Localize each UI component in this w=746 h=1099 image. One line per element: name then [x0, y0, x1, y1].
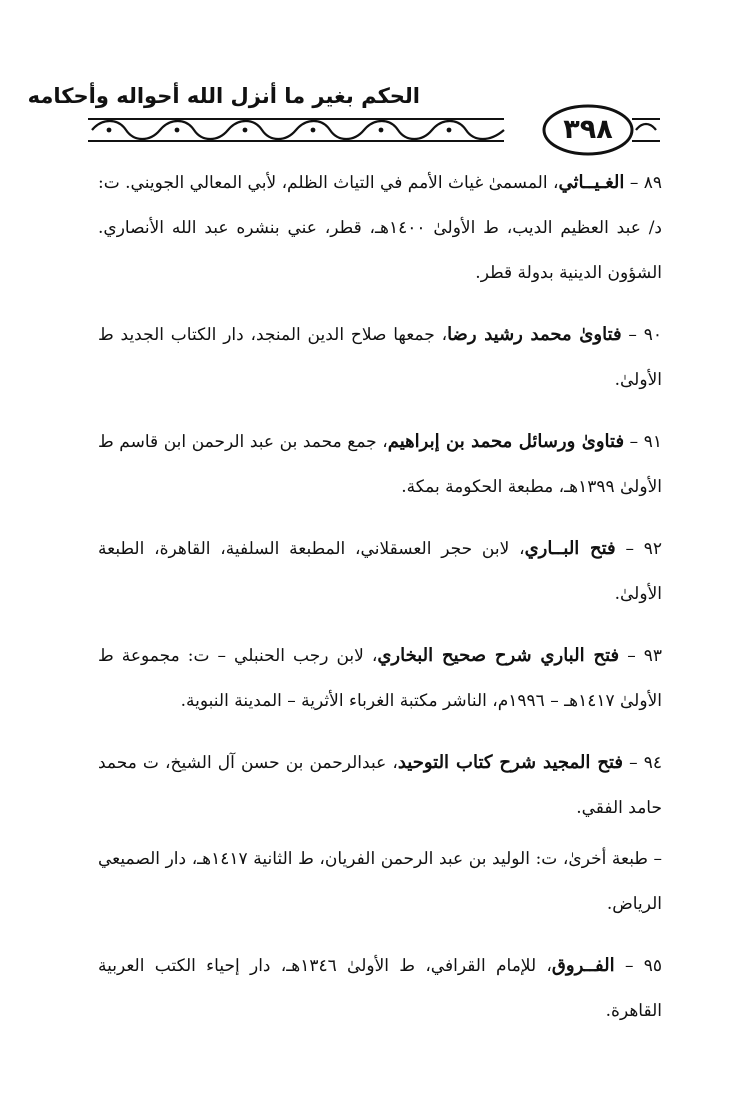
entry-number: ٨٩ –	[629, 173, 663, 193]
entry-title: فتح المجيد شرح كتاب التوحيد	[397, 752, 624, 773]
bibliography-entry-92	[98, 526, 662, 617]
bibliography-entry-95	[98, 943, 662, 1034]
bibliography-entry-94	[98, 740, 662, 831]
entry-details: ، لابن حجر العسقلاني، المطبعة السلفية، القاهرة، الطبعة الأولىٰ.	[98, 539, 662, 604]
entry-number: ٩٢ –	[625, 539, 663, 559]
entry-number: ٩١ –	[629, 432, 662, 452]
entry-title: الغـيــاثي	[558, 172, 625, 193]
entry-details: ، جمع محمد بن عبد الرحمن ابن قاسم ط الأولىٰ ١٣٩٩هـ، مطبعة الحكومة بمكة.	[98, 432, 662, 497]
entry-title: الفــروق	[551, 955, 615, 976]
entry-number: ٩٤ –	[629, 753, 663, 773]
entry-title: فتاوىٰ محمد رشيد رضا	[447, 324, 622, 345]
bibliography-entry-90	[98, 312, 662, 403]
entry-title: فتح البــاري	[524, 538, 616, 559]
entry-details: ، لابن رجب الحنبلي – ت: مجموعة ط الأولىٰ ١٤١٧هـ – ١٩٩٦م، الناشر مكتبة الغرباء الأثرية – المدينة النبوية.	[98, 646, 662, 711]
entry-title: فتاوىٰ ورسائل محمد بن إبراهيم	[387, 431, 625, 452]
entry-details: ، المسمىٰ غياث الأمم في التياث الظلم، لأبي المعالي الجويني. ت: د/ عبد العظيم الديب، ط الأولىٰ ١٤٠٠هـ، قطر، عني بنشره عبد الله الأنصاري. الشؤون الدينية بدولة قطر.	[98, 173, 662, 283]
entry-title: فتح الباري شرح صحيح البخاري	[377, 645, 620, 666]
entry-number: ٩٠ –	[628, 325, 662, 345]
bibliography-list	[98, 160, 662, 1050]
entry-details: – طبعة أخرىٰ، ت: الوليد بن عبد الرحمن الفريان، ط الثانية ١٤١٧هـ، دار الصميعي الرياض.	[98, 849, 663, 914]
entry-details: ، جمعها صلاح الدين المنجد، دار الكتاب الجديد ط الأولىٰ.	[98, 325, 662, 390]
page-number: ٣٩٨	[563, 113, 613, 145]
entry-details: ، عبدالرحمن بن حسن آل الشيخ، ت محمد حامد الفقي.	[98, 753, 662, 818]
entry-number: ٩٣ –	[627, 646, 663, 666]
entry-details: ، للإمام القرافي، ط الأولىٰ ١٣٤٦هـ، دار إحياء الكتب العربية القاهرة.	[98, 956, 662, 1021]
bibliography-entry-93	[98, 633, 662, 724]
bibliography-entry-89	[98, 160, 662, 296]
entry-number: ٩٥ –	[624, 956, 663, 976]
bibliography-entry-94-alt-edition	[98, 837, 662, 927]
running-header-title: الحكم بغير ما أنزل الله أحواله وأحكامه	[27, 84, 420, 108]
bibliography-entry-91	[98, 419, 662, 510]
